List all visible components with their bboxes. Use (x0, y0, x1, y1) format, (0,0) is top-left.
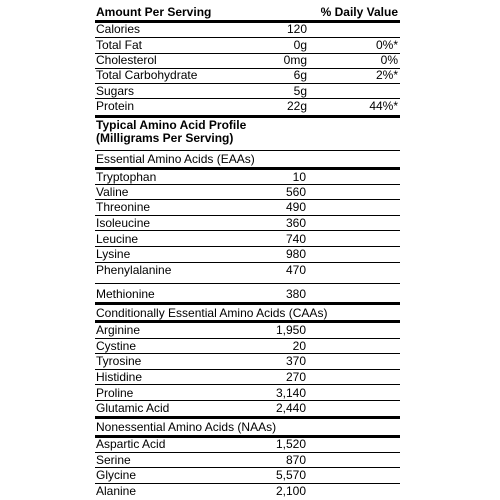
caa-section-title: Conditionally Essential Amino Acids (CAAs) (96, 306, 328, 320)
amino-profile-title-line1: Typical Amino Acid Profile (96, 118, 247, 132)
row-divider (95, 83, 400, 84)
amino-value: 1,520 (275, 437, 306, 451)
nutrient-amount: 0mg (283, 53, 307, 67)
amino-name: Proline (96, 386, 134, 400)
amino-name: Isoleucine (96, 216, 151, 230)
amino-name: Serine (96, 453, 131, 467)
eaa-section-title: Essential Amino Acids (EAAs) (96, 152, 255, 166)
amino-profile-title-line2: (Milligrams Per Serving) (96, 131, 234, 145)
nutrient-daily-value: 0%* (375, 38, 398, 52)
amino-value: 2,100 (275, 484, 306, 498)
amino-name: Valine (96, 185, 129, 199)
nutrient-daily-value: 2%* (375, 68, 398, 82)
amino-name: Phenylalanine (96, 263, 172, 277)
nutrient-name: Total Carbohydrate (96, 68, 198, 82)
amino-name: Leucine (96, 232, 139, 246)
amino-value: 20 (292, 339, 306, 353)
nutrient-name: Calories (96, 22, 141, 36)
nutrient-name: Total Fat (96, 38, 143, 52)
amino-value: 360 (285, 216, 306, 230)
row-divider (95, 150, 400, 151)
nutrient-daily-value: 0% (380, 53, 398, 67)
amino-name: Histidine (96, 370, 143, 384)
amino-name: Arginine (96, 323, 141, 337)
amino-value: 740 (285, 232, 306, 246)
nutrient-amount: 120 (286, 22, 307, 36)
amino-name: Aspartic Acid (96, 437, 166, 451)
amino-name: Methionine (96, 287, 155, 301)
amino-value: 5,570 (275, 468, 306, 482)
nutrient-name: Cholesterol (96, 53, 157, 67)
nutrient-amount: 0g (293, 38, 307, 52)
row-divider (95, 483, 400, 484)
nutrition-facts-panel (95, 0, 400, 500)
amino-profile-title (96, 119, 246, 145)
amino-value: 490 (285, 200, 306, 214)
row-divider (95, 467, 400, 468)
nutrient-daily-value: 44%* (369, 99, 398, 113)
amino-value: 2,440 (275, 401, 306, 415)
row-divider (95, 184, 400, 185)
amino-name: Cystine (96, 339, 137, 353)
row-divider (95, 384, 400, 385)
amino-value: 370 (285, 354, 306, 368)
row-divider (95, 338, 400, 339)
row-divider (95, 452, 400, 453)
header-rule (95, 20, 400, 23)
amino-value: 470 (285, 263, 306, 277)
amino-value: 3,140 (275, 386, 306, 400)
amino-name: Tyrosine (96, 354, 142, 368)
nutrient-amount: 22g (286, 99, 307, 113)
nutrient-name: Sugars (96, 84, 135, 98)
section-rule (95, 320, 400, 323)
nutrient-amount: 5g (293, 84, 307, 98)
amino-value: 1,950 (275, 323, 306, 337)
section-rule (95, 416, 400, 419)
nutrient-name: Protein (96, 99, 135, 113)
amino-value: 870 (285, 453, 306, 467)
amino-name: Threonine (96, 200, 151, 214)
amino-name: Glycine (96, 468, 137, 482)
nutrient-amount: 6g (293, 68, 307, 82)
amino-value: 560 (285, 185, 306, 199)
amino-name: Glutamic Acid (96, 401, 170, 415)
amino-value: 10 (292, 170, 306, 184)
amino-name: Alanine (96, 484, 137, 498)
daily-value-label: % Daily Value (320, 5, 398, 19)
amount-per-serving-label: Amount Per Serving (96, 5, 212, 19)
section-rule (95, 302, 400, 305)
row-divider (95, 283, 400, 284)
amino-name: Tryptophan (96, 170, 157, 184)
amino-value: 270 (285, 370, 306, 384)
row-divider (95, 246, 400, 247)
row-divider (95, 98, 400, 99)
row-divider (95, 230, 400, 231)
amino-value: 380 (285, 287, 306, 301)
naa-section-title: Nonessential Amino Acids (NAAs) (96, 420, 277, 434)
amino-value: 980 (285, 247, 306, 261)
amino-name: Lysine (96, 247, 131, 261)
